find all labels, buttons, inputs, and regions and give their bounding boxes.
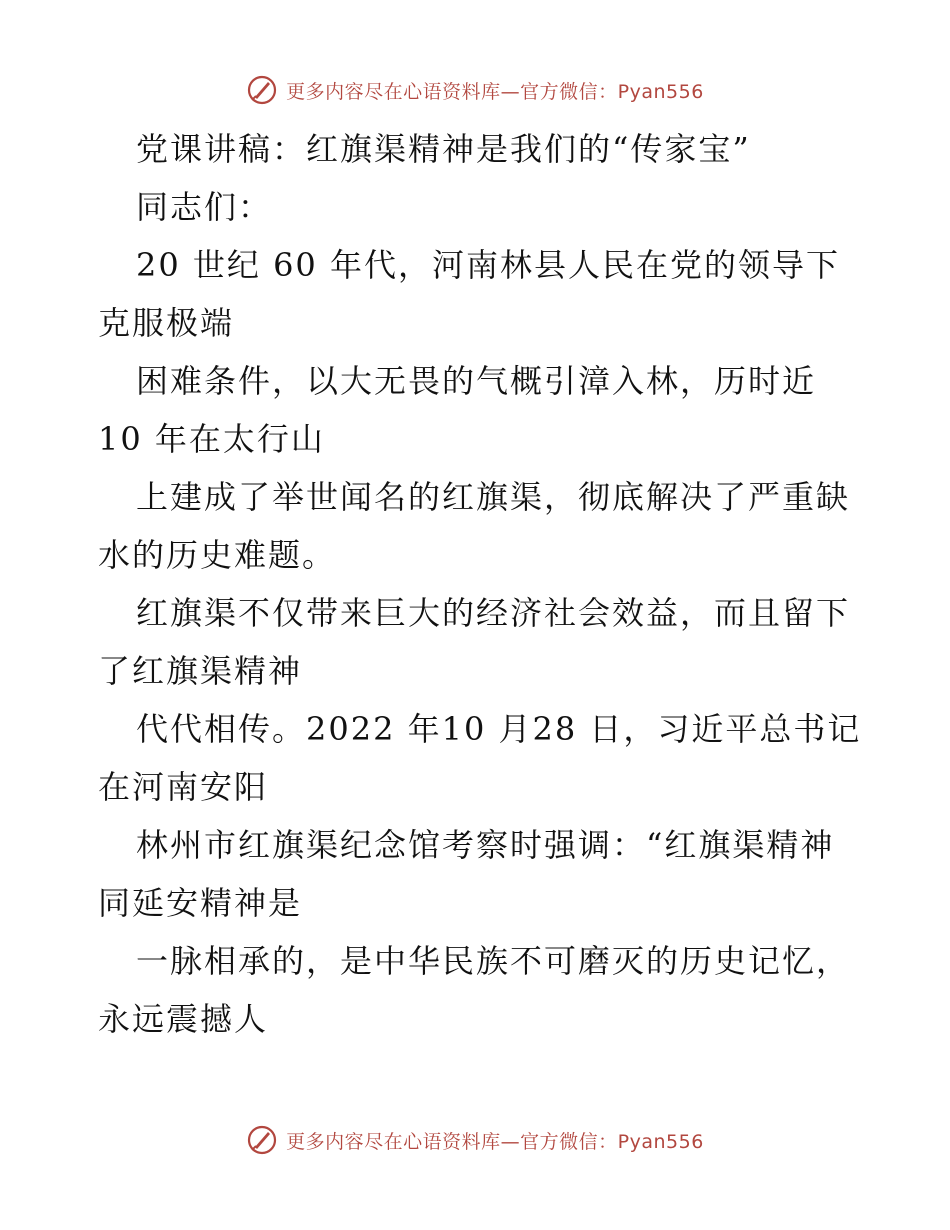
- paragraph-line: 代代相传。2022 年10 月28 日，习近平总书记: [136, 710, 862, 748]
- header-watermark-banner: [0, 70, 950, 110]
- quill-circle-icon: [246, 1124, 278, 1156]
- footer-watermark-banner: [0, 1120, 950, 1160]
- paragraph-line: 永远震撼人: [98, 1000, 269, 1038]
- document-title: 党课讲稿：红旗渠精神是我们的“传家宝”: [136, 130, 751, 168]
- paragraph-line: 红旗渠不仅带来巨大的经济社会效益，而且留下: [136, 594, 851, 632]
- paragraph-line: 10 年在太行山: [98, 420, 325, 458]
- paragraph-line: 水的历史难题。: [98, 536, 337, 574]
- paragraph-line: 林州市红旗渠纪念馆考察时强调：“红旗渠精神: [136, 826, 835, 864]
- paragraph-line: 20 世纪 60 年代，河南林县人民在党的领导下: [136, 246, 840, 284]
- quill-circle-icon: [246, 74, 278, 106]
- paragraph-line: 在河南安阳: [98, 768, 269, 806]
- footer-banner-text: 更多内容尽在心语资料库—官方微信：Pyan556: [286, 1130, 704, 1153]
- paragraph-line: 了红旗渠精神: [98, 652, 303, 690]
- paragraph-line: 克服极端: [98, 304, 235, 342]
- header-banner-text: 更多内容尽在心语资料库—官方微信：Pyan556: [286, 80, 704, 103]
- paragraph-line: 困难条件，以大无畏的气概引漳入林，历时近: [136, 362, 817, 400]
- paragraph-line: 同延安精神是: [98, 884, 303, 922]
- salutation: 同志们：: [136, 188, 273, 226]
- paragraph-line: 一脉相承的，是中华民族不可磨灭的历史记忆，: [136, 942, 851, 980]
- document-body: [98, 120, 862, 1048]
- paragraph-line: 上建成了举世闻名的红旗渠，彻底解决了严重缺: [136, 478, 851, 516]
